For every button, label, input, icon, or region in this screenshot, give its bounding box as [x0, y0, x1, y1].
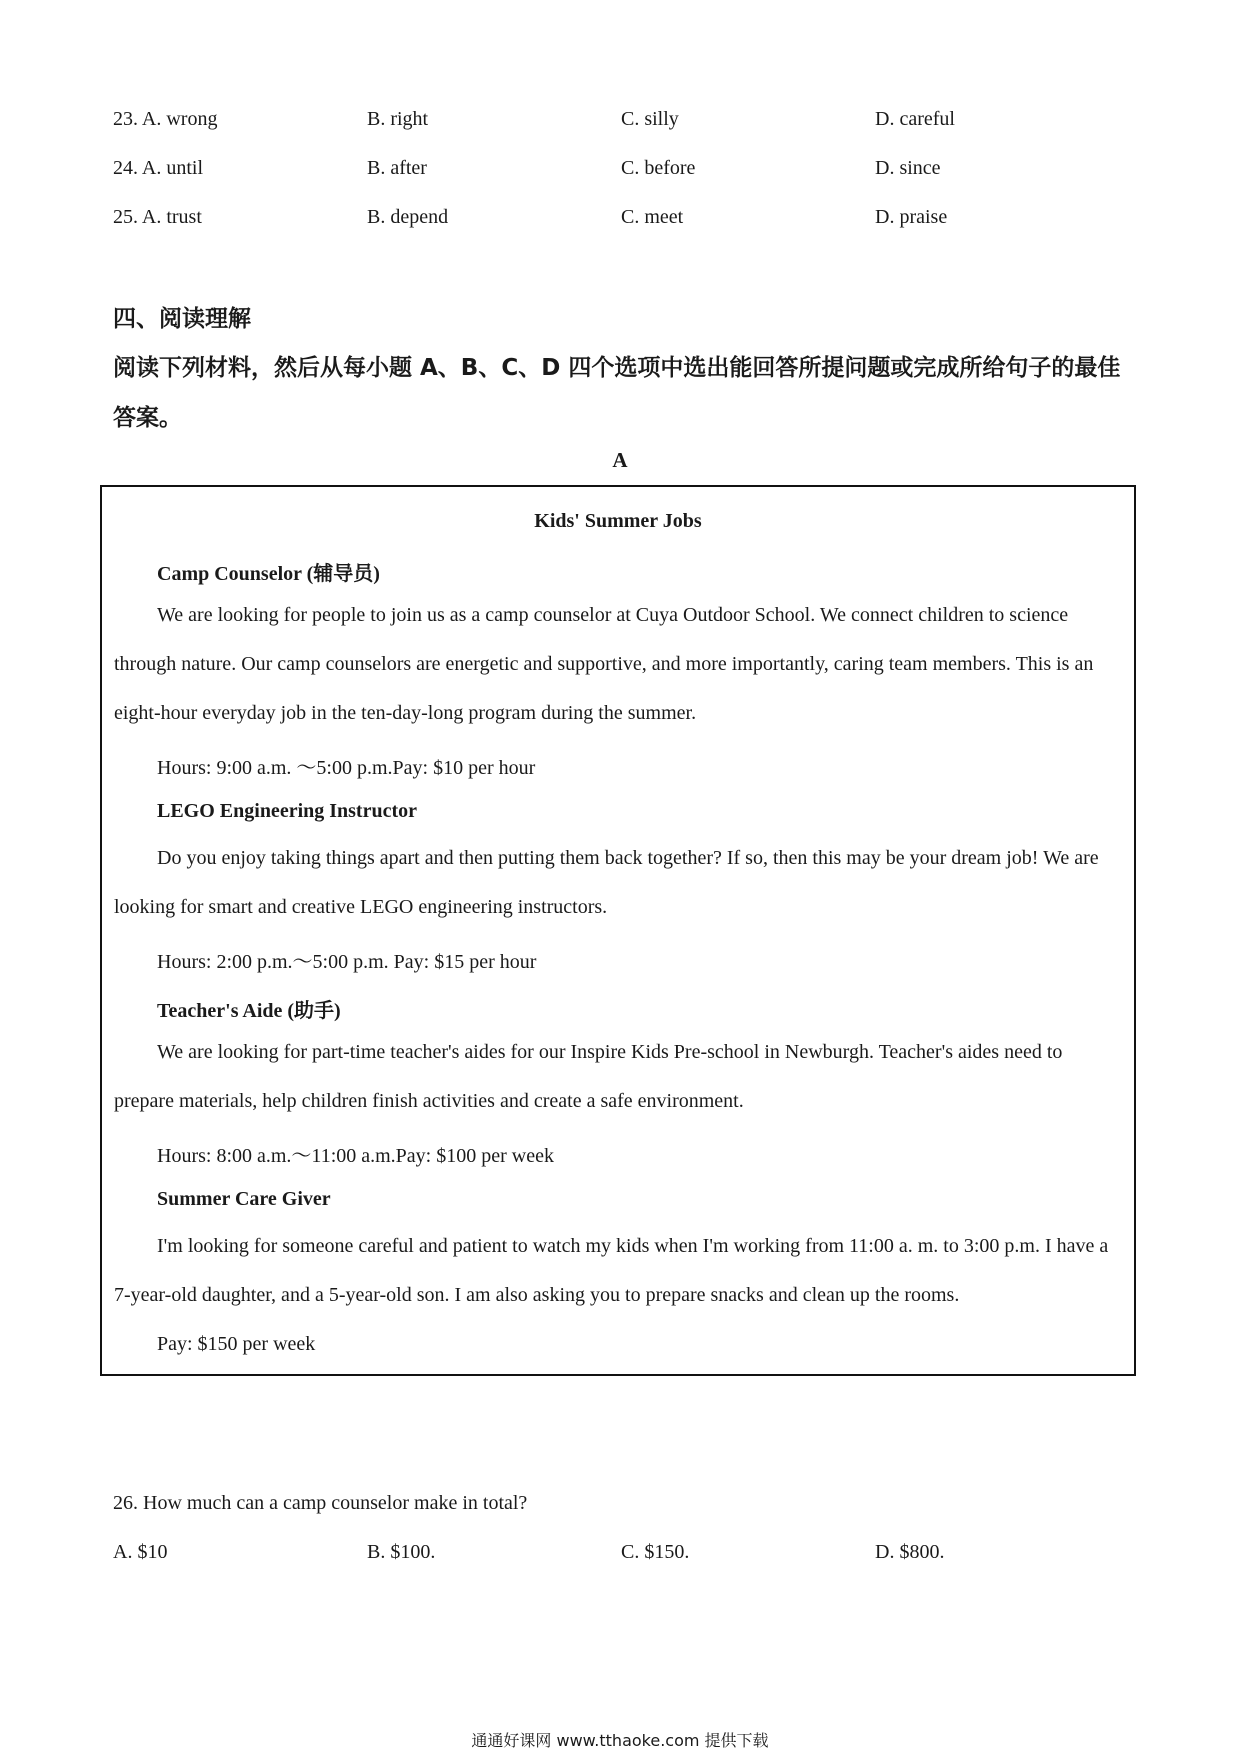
job-body-camp-counselor: We are looking for people to join us as a camp counselor at Cuya Outdoor School. We connect children to science through nature. Our camp counselors are energetic and supportive, and more importantly, caring team members. This is an eight-hour everyday job in the ten-day-long program during the summer. [114, 604, 1094, 724]
option-23-c: C. silly [621, 108, 679, 130]
job-info-lego-instructor: Hours: 2:00 p.m.～5:00 p.m. Pay: $15 per hour [157, 951, 537, 973]
option-24-d: D. since [875, 157, 941, 179]
job-heading-lego-instructor: LEGO Engineering Instructor [157, 800, 418, 822]
option-23-b: B. right [367, 108, 429, 130]
question-26-option-a: A. $10 [113, 1541, 168, 1563]
passage-box [100, 485, 1136, 1376]
job-body-summer-care-giver: I'm looking for someone careful and patient to watch my kids when I'm working from 11:00 a. m. to 3:00 p.m. I have a 7-year-old daughter, and a 5-year-old son. I am also asking you to prepare snacks and clean up the rooms. [114, 1235, 1109, 1306]
option-row-25 [0, 206, 1240, 236]
question-26-option-d: D. $800. [875, 1541, 945, 1563]
option-25-c: C. meet [621, 206, 684, 228]
job-info-summer-care-giver: Pay: $150 per week [157, 1333, 316, 1355]
option-24-b: B. after [367, 157, 427, 179]
option-25-a: 25. A. trust [113, 206, 202, 228]
page-footer: 通通好课网 www.tthaoke.com 提供下载 [471, 1731, 769, 1750]
question-26-options [0, 1541, 1240, 1571]
job-heading-camp-counselor: Camp Counselor (辅导员) [157, 563, 380, 585]
question-26-option-b: B. $100. [367, 1541, 436, 1563]
option-23-d: D. careful [875, 108, 955, 130]
job-info-camp-counselor: Hours: 9:00 a.m. ～5:00 p.m.Pay: $10 per hour [157, 757, 536, 779]
question-26-stem: 26. How much can a camp counselor make in total? [113, 1492, 528, 1514]
option-24-c: C. before [621, 157, 696, 179]
section-title: 四、阅读理解 [113, 306, 251, 332]
job-heading-teachers-aide: Teacher's Aide (助手) [157, 1000, 341, 1022]
job-info-teachers-aide: Hours: 8:00 a.m.～11:00 a.m.Pay: $100 per week [157, 1145, 554, 1167]
job-heading-summer-care-giver: Summer Care Giver [157, 1188, 331, 1210]
section-instruction: 阅读下列材料，然后从每小题 A、B、C、D 四个选项中选出能回答所提问题或完成所给句子的最佳答案。 [113, 355, 1121, 431]
option-row-24 [0, 157, 1240, 187]
option-23-a: 23. A. wrong [113, 108, 218, 130]
passage-letter: A [612, 448, 628, 472]
option-24-a: 24. A. until [113, 157, 204, 179]
option-25-d: D. praise [875, 206, 948, 228]
option-row-23 [0, 108, 1240, 138]
passage-title: Kids' Summer Jobs [534, 510, 702, 532]
job-body-lego-instructor: Do you enjoy taking things apart and then putting them back together? If so, then this may be your dream job! We are looking for smart and creative LEGO engineering instructors. [114, 847, 1099, 918]
job-body-teachers-aide: We are looking for part-time teacher's aides for our Inspire Kids Pre-school in Newburgh. Teacher's aides need to prepare materials, help children finish activities and create a safe environment. [114, 1041, 1063, 1112]
question-26-option-c: C. $150. [621, 1541, 690, 1563]
option-25-b: B. depend [367, 206, 449, 228]
